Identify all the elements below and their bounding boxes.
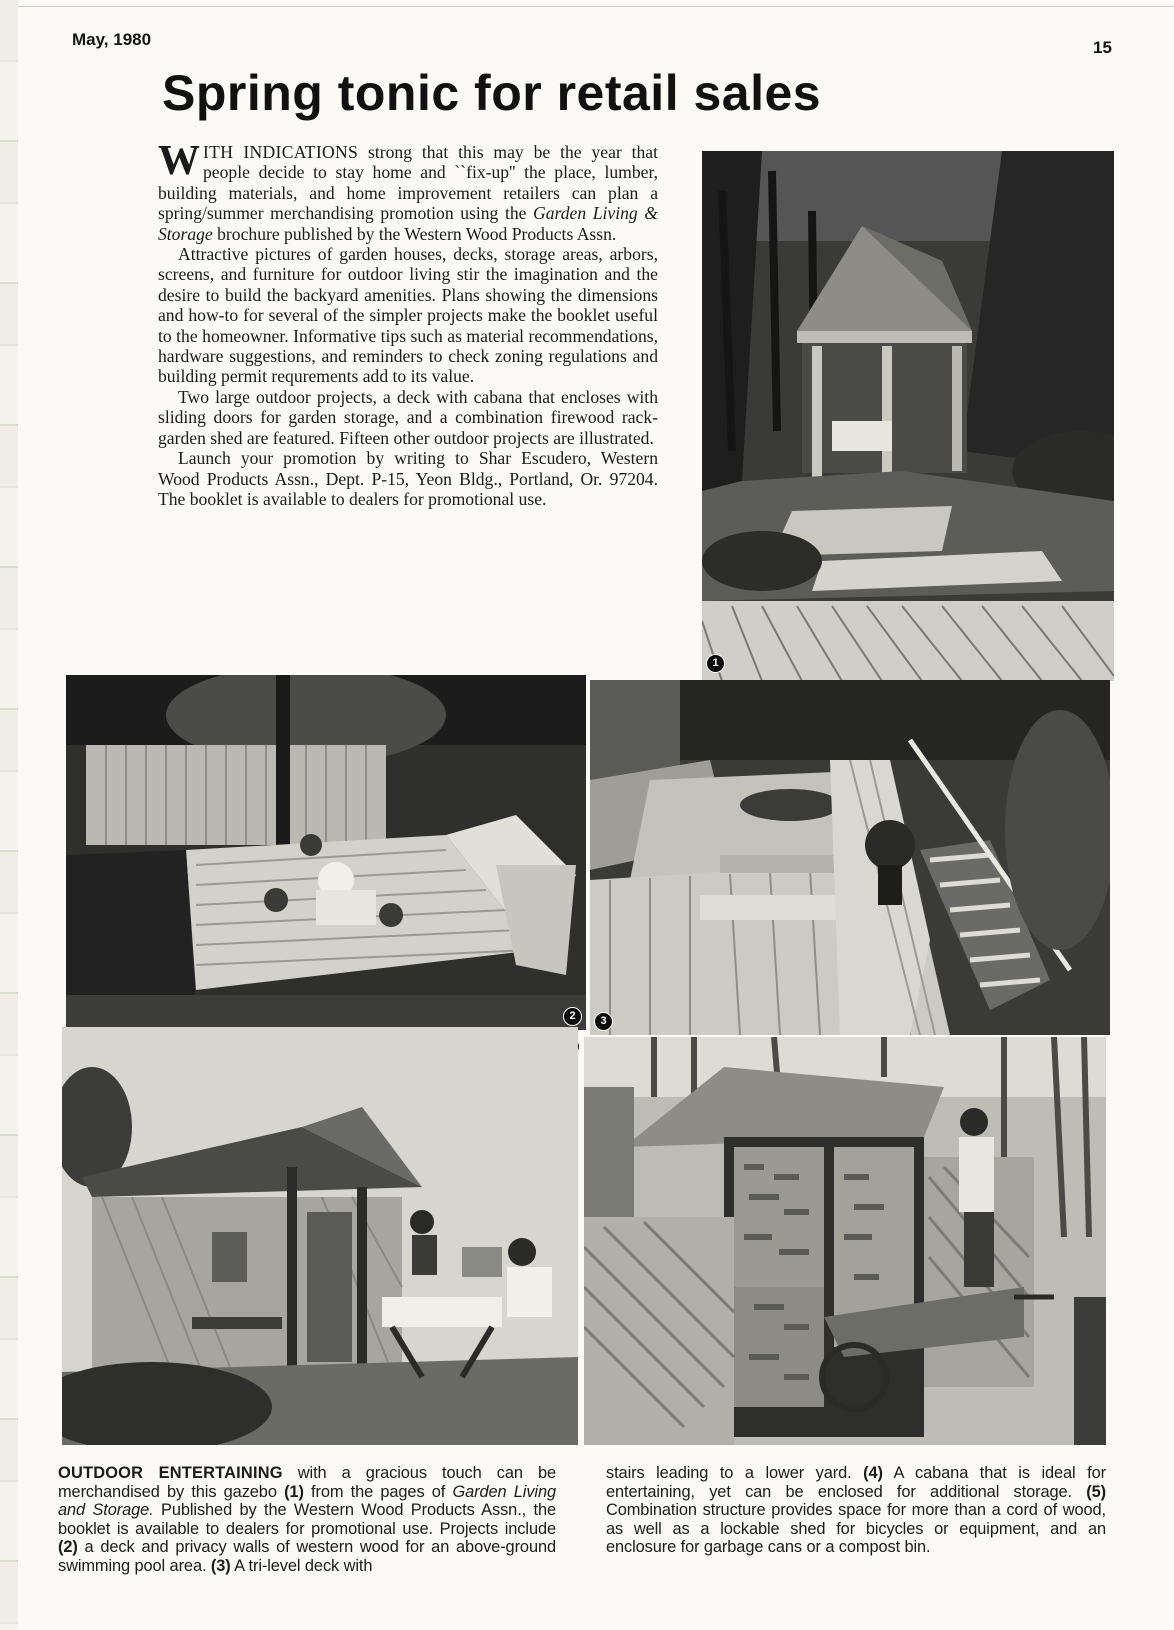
pool-deck-image [66,675,586,1030]
caption-ref-3: (3) [210,1556,231,1575]
page-number: 15 [1093,38,1112,57]
caption-right [606,1464,1106,1557]
headline: Spring tonic for retail sales [162,65,822,121]
brochure-title: Garden Living & Storage [158,203,658,244]
photo-firewood-shed [584,1037,1106,1445]
caption-text-4: a deck and privacy walls of western wood for an above-ground swimming pool area. [58,1538,556,1575]
story-p1-text-b: brochure published by the Western Wood Products Assn. [212,223,617,244]
caption-ref-2: (2) [58,1538,78,1557]
caption-text-1: with a gracious touch can be merchandised by this gazebo [58,1464,556,1501]
photo-pool-deck [66,675,586,1030]
photo-badge-1: 1 [706,654,725,673]
photo-badge-3: 3 [594,1012,613,1031]
story-paragraph-2: Attractive pictures of garden houses, decks, storage areas, arbors, screens, and furniture for outdoor living stir the imagination and the desire to build the backyard amenities. Plans showing the dimensions and how-to for several of the simpler projects make the booklet useful to the homeowner. Informative tips such as material recommendations, hardware suggestions, and reminders to check zoning regulations and building permit requrements add to its value. [158,244,658,387]
caption-ref-1: (1) [284,1482,304,1501]
caption-lead: OUTDOOR ENTERTAINING [58,1464,283,1482]
photo-badge-2: 2 [563,1007,582,1026]
caption-right-text-3: Combination structure provides space for more than a cord of wood, as well as a lockable shed for bicycles or equipment, and an enclosure for garbage cans or a compost bin. [606,1501,1106,1557]
story-paragraph-1 [158,138,658,244]
caption-ref-4: (4) [863,1464,883,1482]
issue-date: May, 1980 [72,30,152,49]
story-paragraph-3: Two large outdoor projects, a deck with cabana that encloses with sliding doors for garden storage, and a combination firewood rack-garden shed are featured. Fifteen other outdoor projects are illustrated. [158,386,658,448]
caption-right-text-2: A cabana that is ideal for entertaining, yet can be enclosed for additional storage. [606,1464,1106,1501]
caption-text-3: Published by the Western Wood Products Assn., the booklet is available to dealers for promotional use. Projects include [58,1501,556,1538]
drop-cap: W [158,138,200,184]
story-lead-caps: ITH INDICATIONS [203,142,359,162]
scan-edge [0,0,18,1630]
cabana-image [62,1027,578,1445]
story-paragraph-4: Launch your promotion by writing to Shar Escudero, Western Wood Products Assn., Dept. P-15, Yeon Bldg., Portland, Or. 97204. The booklet is available to dealers for promotional use. [158,448,658,509]
firewood-shed-image [584,1037,1106,1445]
photo-cabana [62,1027,578,1445]
caption-text-5: A tri-level deck with [230,1556,373,1575]
caption-book-title: Garden Living and Storage. [58,1482,556,1520]
gazebo-image [702,151,1114,681]
top-rule [18,6,1174,7]
story-body [158,138,658,509]
caption-text-2: from the pages of [303,1482,453,1501]
story-p1-text-a: strong that this may be the year that people decide to stay home and ``fix-up'' the place, lumber, building materials, and home improvement retailers can plan a spring/summer merchandising promotion using the [158,142,658,224]
caption-ref-5: (5) [1086,1482,1106,1501]
caption-left [58,1464,556,1576]
caption-right-text-1: stairs leading to a lower yard. [606,1464,864,1482]
photo-gazebo [702,151,1114,681]
photo-tri-level-deck [590,680,1110,1035]
tri-level-deck-image [590,680,1110,1035]
